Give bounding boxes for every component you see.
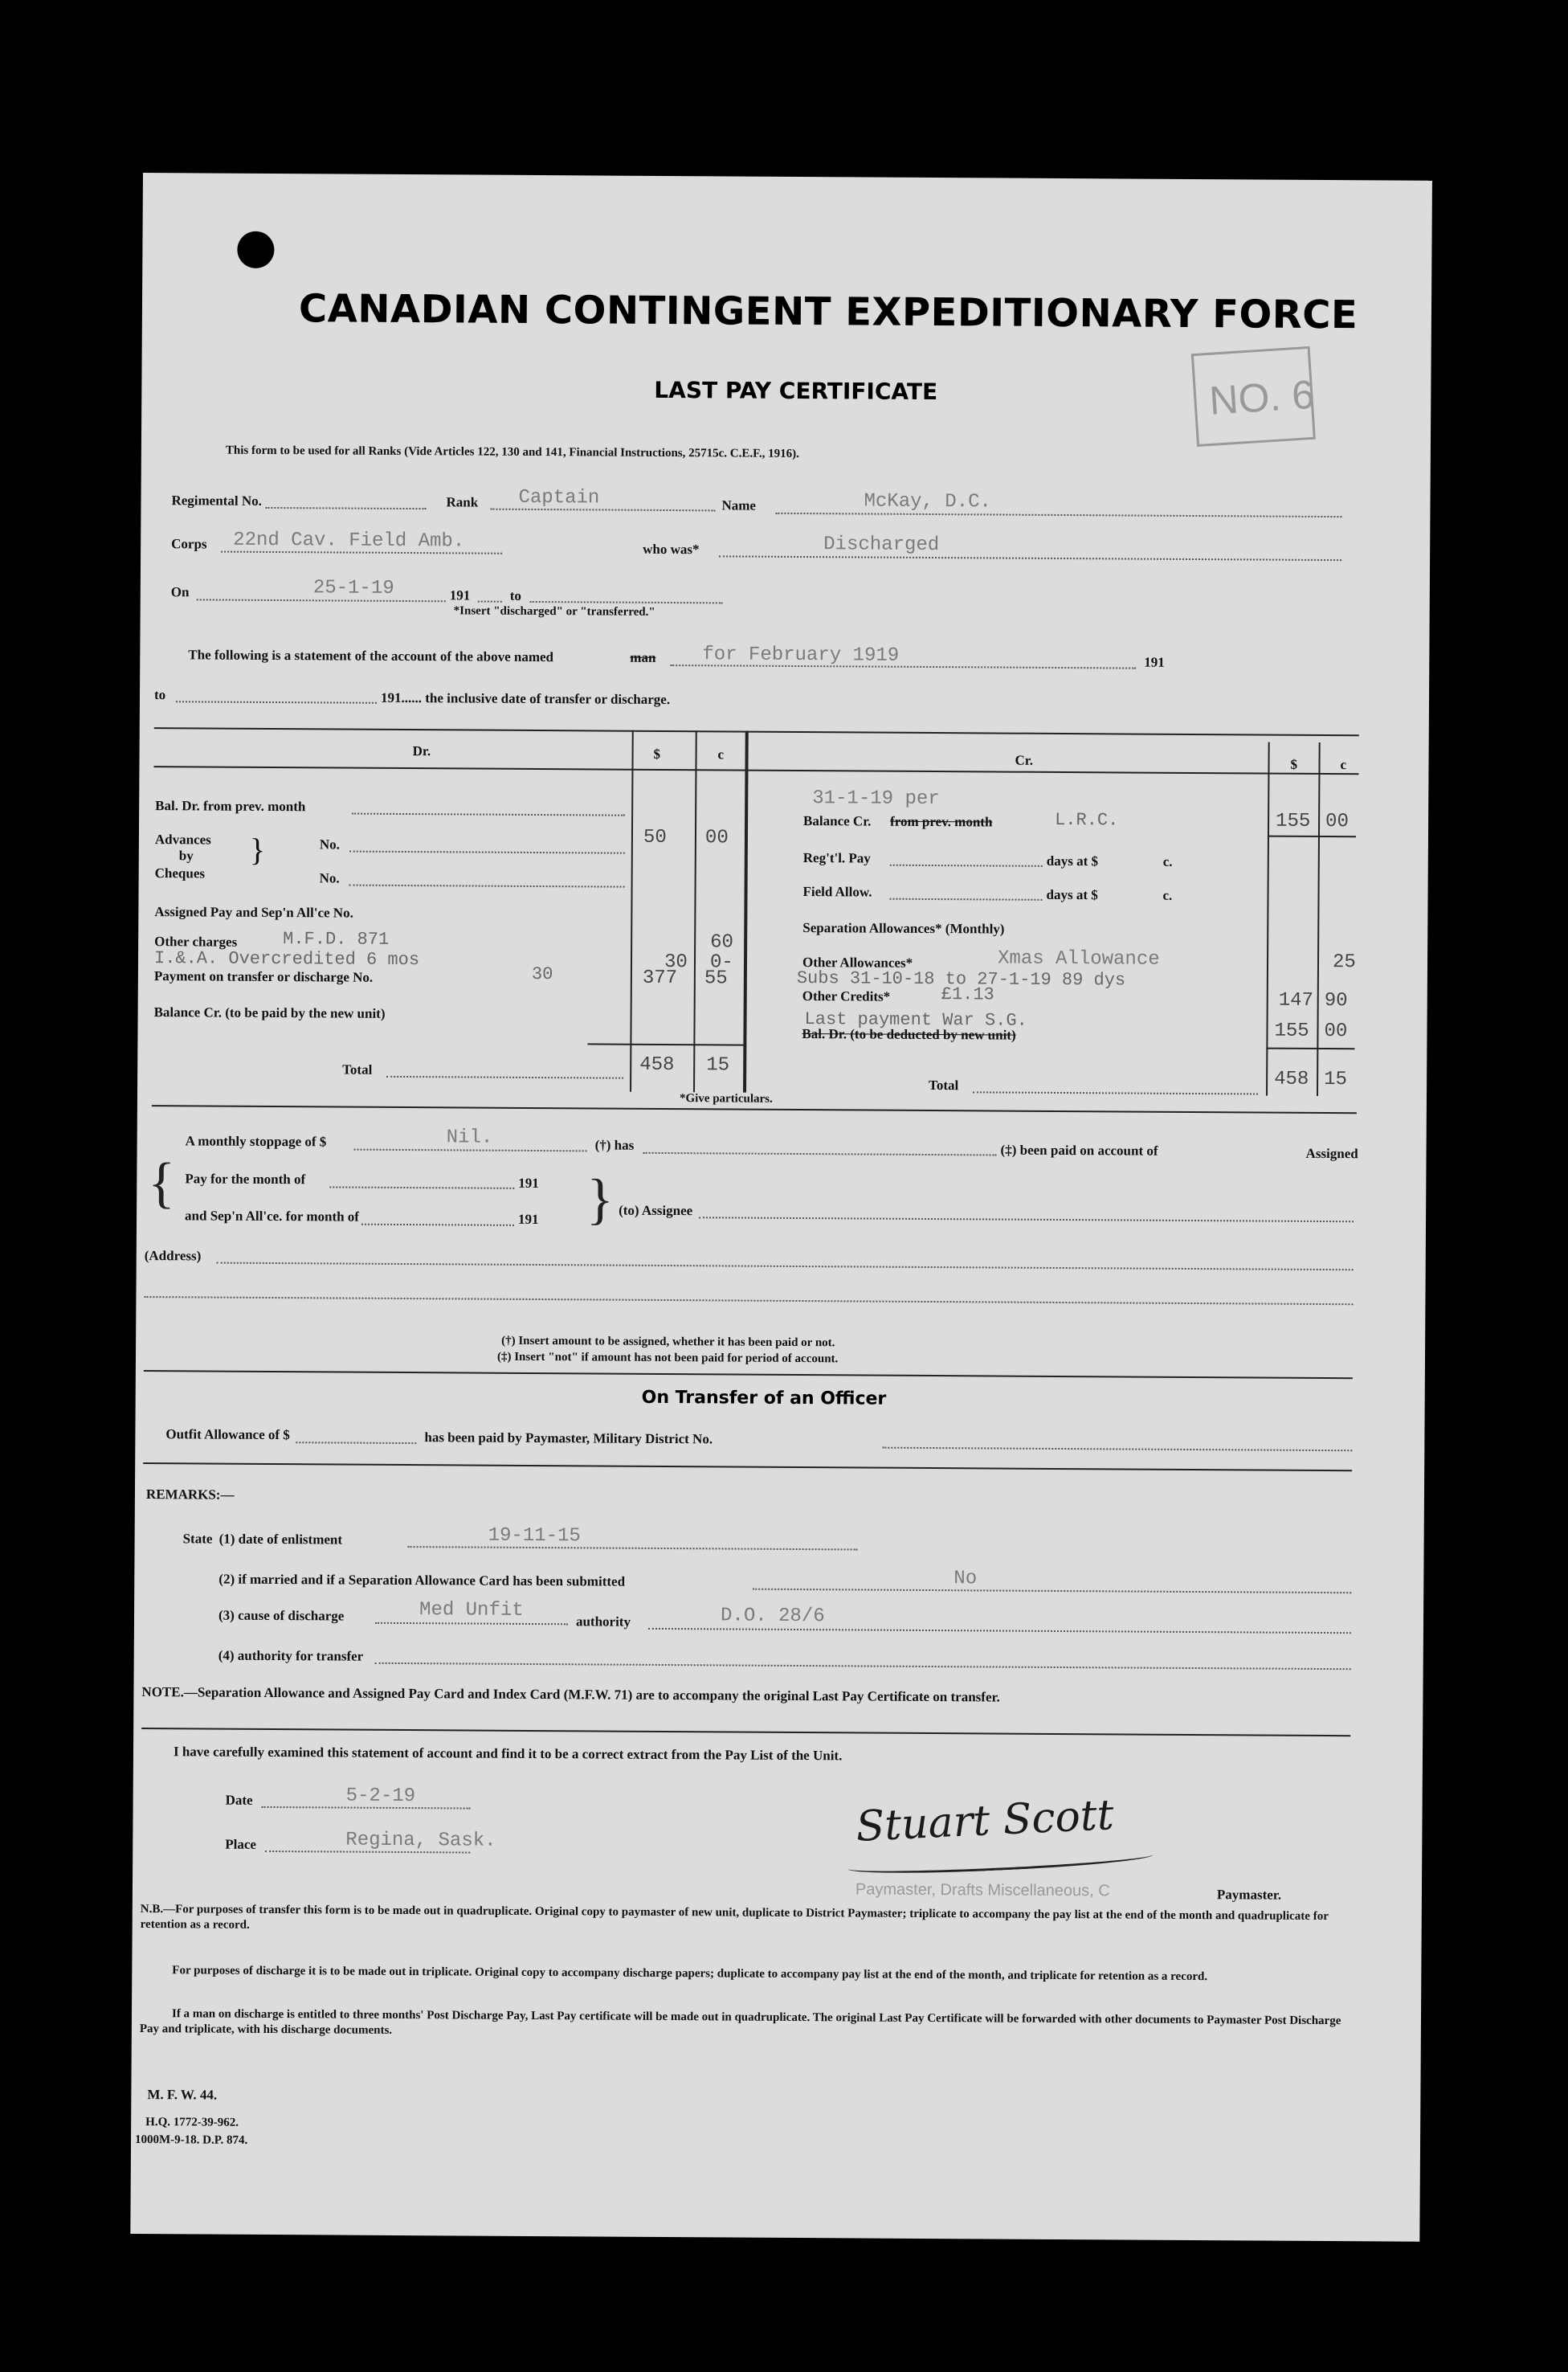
- dr-payment-no: 30: [531, 963, 553, 985]
- dr-no1-dollars: 50: [643, 826, 667, 849]
- paymaster-label: Paymaster.: [1216, 1887, 1282, 1903]
- who-was-label: who was*: [643, 541, 700, 558]
- dr-total-line: [386, 1076, 623, 1079]
- assignee-line: [699, 1217, 1354, 1222]
- has-line: [643, 1152, 997, 1156]
- who-was-value: Discharged: [823, 534, 940, 557]
- table-header-rule: [153, 766, 1358, 775]
- dr-assigned-label: Assigned Pay and Sep'n All'ce No.: [154, 904, 353, 921]
- authority-line: [648, 1628, 1351, 1634]
- cr-bal-dr-dollars: 155: [1274, 1020, 1309, 1042]
- stoppage-has: (†) has: [594, 1137, 635, 1153]
- dr-no1-label: No.: [319, 836, 340, 853]
- place-label: Place: [225, 1836, 257, 1852]
- dr-advances-label: Advances: [154, 832, 211, 848]
- cr-balance-dollars: 155: [1276, 810, 1311, 832]
- cr-bal-dr-typed: Last payment War S.G.: [804, 1009, 1027, 1031]
- paymaster-stamp: Paymaster, Drafts Miscellaneous, C: [855, 1880, 1110, 1900]
- dr-payment-label: Payment on transfer or discharge No.: [153, 968, 374, 985]
- remark-4-line: [375, 1662, 1351, 1670]
- stoppage-label: A monthly stoppage of $: [185, 1133, 327, 1150]
- cr-balance-typed-above: 31-1-19 per: [812, 787, 940, 811]
- to-line: [530, 601, 723, 603]
- remark-4-label: (4) authority for transfer: [218, 1647, 364, 1664]
- cr-total-rule: [1266, 1048, 1354, 1050]
- cr-other-credits-dollars: 147: [1278, 989, 1314, 1012]
- remark-1-line: [408, 1546, 858, 1550]
- remark-2-line: [753, 1589, 1351, 1594]
- cr-header: Cr.: [1015, 752, 1034, 768]
- stoppage-value: Nil.: [446, 1127, 493, 1149]
- authority-label: authority: [575, 1613, 631, 1630]
- regimental-no-line: [265, 507, 426, 509]
- cr-field-c: c.: [1162, 887, 1173, 903]
- intro-text: This form to be used for all Ranks (Vide Articles 122, 130 and 141, Financial Instructions, 25715c. C.E.F., 1916).: [225, 444, 799, 460]
- footnote-dagger: (†) Insert amount to be assigned, whether it has been paid or not.: [501, 1334, 835, 1350]
- punch-hole: [237, 231, 274, 268]
- right-brace: }: [586, 1168, 615, 1231]
- cr-dollar-divider: [1266, 742, 1270, 1096]
- year-191: 191: [449, 587, 471, 603]
- pay-for-label: Pay for the month of: [185, 1171, 306, 1188]
- authority-value: D.O. 28/6: [720, 1605, 825, 1628]
- dr-by-label: by: [178, 848, 194, 864]
- cr-balance-label: Balance Cr.: [803, 813, 872, 829]
- rank-label: Rank: [446, 494, 479, 510]
- on-value: 25-1-19: [312, 577, 394, 599]
- dr-total-label: Total: [342, 1061, 373, 1078]
- dr-no1-cents: 00: [704, 827, 729, 849]
- officer-heading: On Transfer of an Officer: [641, 1387, 887, 1409]
- remark-1-value: 19-11-15: [488, 1524, 581, 1548]
- address-line-2: [144, 1296, 1353, 1305]
- on-label: On: [170, 584, 190, 600]
- dr-brace-mark: }: [249, 831, 266, 868]
- place-value: Regina, Sask.: [345, 1829, 496, 1852]
- dr-cent-divider: [693, 730, 697, 1092]
- cr-dollar-header: $: [1290, 756, 1298, 772]
- dr-other-1-cents: 60: [710, 931, 734, 954]
- name-line: [775, 513, 1341, 517]
- section-rule-2: [143, 1462, 1352, 1471]
- stoppage-line: [354, 1149, 587, 1152]
- cr-balance-struck: from prev. month: [890, 813, 993, 830]
- dr-total-rule: [587, 1043, 744, 1045]
- sep-year: 191: [517, 1211, 539, 1228]
- give-particulars: *Give particulars.: [679, 1092, 773, 1106]
- remark-2-value: No: [953, 1568, 978, 1590]
- cr-other-credits-cents: 90: [1324, 990, 1348, 1012]
- sep-line: [361, 1224, 514, 1226]
- dr-other-2-cents: 0-: [709, 951, 733, 974]
- form-number: M. F. W. 44.: [147, 2087, 218, 2103]
- cr-regtl-line: [890, 865, 1043, 867]
- certificate-page: [130, 173, 1432, 2242]
- who-was-line: [719, 555, 1341, 561]
- remark-3-value: Med Unfit: [419, 1599, 524, 1622]
- form-title: CANADIAN CONTINGENT EXPEDITIONARY FORCE: [298, 286, 1358, 338]
- been-paid: (‡) been paid on account of: [1000, 1142, 1158, 1159]
- dr-total-dollars: 458: [639, 1053, 675, 1077]
- district-line: [882, 1447, 1352, 1452]
- dr-other-typed-1: M.F.D. 871: [283, 929, 390, 950]
- regimental-no-label: Regimental No.: [171, 493, 262, 509]
- inclusive-text: 191...... the inclusive date of transfer or discharge.: [380, 689, 671, 708]
- remarks-heading: REMARKS:—: [145, 1487, 235, 1503]
- cr-regtl-label: Reg't'l. Pay: [802, 850, 871, 866]
- cr-bal-dr-cents: 00: [1324, 1020, 1348, 1043]
- name-label: Name: [721, 497, 757, 513]
- dr-cent-header: c: [717, 746, 725, 763]
- dr-balance-cr-label: Balance Cr. (to be paid by the new unit): [153, 1004, 386, 1021]
- signature-flourish: [847, 1846, 1154, 1878]
- to-assignee: (to) Assignee: [619, 1202, 693, 1219]
- statement-year: 191: [1144, 654, 1165, 670]
- dr-payment-dollars: 377: [642, 967, 678, 990]
- date-value: 5-2-19: [345, 1785, 416, 1808]
- remark-3-label: (3) cause of discharge: [218, 1607, 345, 1624]
- cr-other-credits-label: Other Credits*: [802, 988, 891, 1004]
- dr-no2-label: No.: [319, 870, 340, 886]
- dr-other-typed-2: I.&.A. Overcredited 6 mos: [153, 948, 420, 971]
- rank-value: Captain: [518, 486, 600, 509]
- cr-balance-typed: L.R.C.: [1055, 809, 1119, 831]
- outfit-paid-by: has been paid by Paymaster, Military District No.: [424, 1429, 713, 1447]
- cr-subs-typed: Subs 31-10-18 to 27-1-19 89 dys: [796, 967, 1126, 991]
- dr-payment-cents: 55: [704, 967, 728, 990]
- on-line: [197, 599, 446, 602]
- certify-text: I have carefully examined this statement of account and find it to be a correct extract from the Pay List of the Unit.: [173, 1744, 843, 1764]
- pay-for-year: 191: [518, 1175, 539, 1192]
- form-subtitle: LAST PAY CERTIFICATE: [654, 376, 938, 406]
- address-line-1: [217, 1262, 1354, 1271]
- dr-dollar-divider: [630, 730, 634, 1092]
- cr-balance-cents: 00: [1325, 811, 1349, 833]
- statement-period: for February 1919: [702, 644, 900, 667]
- corps-value: 22nd Cav. Field Amb.: [233, 529, 465, 553]
- to-label: to: [509, 587, 522, 603]
- cr-field-line: [889, 898, 1042, 901]
- dr-end-divider: [743, 731, 749, 1093]
- nb-paragraph-1: N.B.—For purposes of transfer this form is to be made out in quadruplicate. Original copy to paymaster of new unit, duplicate to District Paymaster; triplicate to accompany the pay list at the end of the month and quadruplicate for retention as a record.: [140, 1903, 1329, 1932]
- stamp-text: NO. 6: [1207, 371, 1316, 423]
- section-rule-3: [141, 1728, 1350, 1736]
- table-top-rule: [154, 727, 1359, 736]
- footnote-double-dagger: (‡) Insert "not" if amount has not been paid for period of account.: [496, 1350, 839, 1366]
- statement-man: man: [630, 649, 656, 665]
- cr-bal-dr-label: Bal. Dr. (to be deducted by new unit): [802, 1026, 1016, 1043]
- section-rule-1: [144, 1370, 1353, 1379]
- remark-3-line: [375, 1622, 568, 1625]
- sep-label: and Sep'n All'ce. for month of: [185, 1208, 360, 1225]
- statement-line: [670, 665, 1136, 669]
- dr-bal-label: Bal. Dr. from prev. month: [155, 798, 306, 815]
- to2-line: [176, 701, 377, 704]
- dr-other-2-dollars: 30: [664, 951, 688, 974]
- name-value: McKay, D.C.: [864, 490, 992, 513]
- cr-regtl-days: days at $: [1046, 853, 1099, 869]
- corps-label: Corps: [171, 536, 207, 552]
- to2-label: to: [153, 687, 166, 703]
- cr-cent-header: c: [1340, 757, 1347, 773]
- cr-cent-divider: [1317, 742, 1321, 1096]
- date-label: Date: [225, 1792, 253, 1808]
- table-bottom-rule: [152, 1105, 1357, 1114]
- note-text: NOTE.—Separation Allowance and Assigned Pay Card and Index Card (M.F.W. 71) are to accompany the original Last Pay Certificate on transfer.: [141, 1684, 1000, 1705]
- cr-total-dollars: 458: [1274, 1068, 1309, 1090]
- assigned-word: Assigned: [1305, 1145, 1358, 1162]
- pay-for-line: [329, 1186, 514, 1188]
- nb-paragraph-3: If a man on discharge is entitled to three months' Post Discharge Pay, Last Pay certificate will be made out in quadruplicate. The original Last Pay Certificate will be forwarded with other documents to Paymaster Post Discharge Pay and triplicate, with his discharge documents.: [139, 2007, 1341, 2037]
- dr-cheques-label: Cheques: [154, 865, 206, 881]
- cr-field-label: Field Allow.: [802, 884, 872, 900]
- address-label: (Address): [144, 1248, 202, 1264]
- remark-2-label: (2) if married and if a Separation Allowance Card has been submitted: [218, 1571, 626, 1589]
- dr-bal-line: [352, 813, 625, 816]
- nb-paragraph-2: For purposes of discharge it is to be made out in triplicate. Original copy to accompany discharge papers; duplicate to accompany pay list at the end of the month, and triplicate for retention as a record.: [172, 1964, 1208, 1984]
- cr-separation-label: Separation Allowances* (Monthly): [802, 920, 1005, 937]
- dr-header: Dr.: [412, 743, 431, 759]
- dr-no2-line: [349, 885, 625, 888]
- cr-total-line: [973, 1091, 1258, 1094]
- dr-dollar-header: $: [653, 746, 661, 762]
- paymaster-signature: Stuart Scott: [855, 1791, 1115, 1851]
- remark-1-label: (1) date of enlistment: [218, 1531, 343, 1548]
- cr-other-credits-typed: £1.13: [941, 984, 994, 1005]
- print-code-1: H.Q. 1772-39-962.: [145, 2116, 239, 2129]
- outfit-label: Outfit Allowance of $: [165, 1426, 290, 1443]
- outfit-line: [296, 1442, 416, 1444]
- cr-other-allow-label: Other Allowances*: [802, 955, 913, 971]
- cr-other-allow-cents: 25: [1332, 951, 1356, 974]
- statement-text: The following is a statement of the account of the above named: [188, 647, 554, 665]
- cr-regtl-c: c.: [1162, 853, 1173, 869]
- cr-total-cents: 15: [1324, 1069, 1348, 1091]
- state-label: State: [182, 1531, 213, 1547]
- cr-total-label: Total: [929, 1077, 959, 1094]
- insert-note: *Insert "discharged" or "transferred.": [453, 604, 655, 619]
- rank-line: [490, 509, 715, 512]
- dr-no1-line: [349, 851, 625, 854]
- year-line: [478, 601, 502, 603]
- cr-balance-underline: [1268, 836, 1356, 838]
- left-brace: {: [148, 1152, 176, 1215]
- stamp: [1191, 346, 1316, 447]
- dr-total-cents: 15: [706, 1054, 730, 1077]
- dr-other-label: Other charges: [154, 934, 238, 950]
- print-code-2: 1000M-9-18. D.P. 874.: [134, 2133, 248, 2147]
- cr-field-days: days at $: [1046, 886, 1098, 903]
- cr-other-allow-typed: Xmas Allowance: [997, 947, 1160, 971]
